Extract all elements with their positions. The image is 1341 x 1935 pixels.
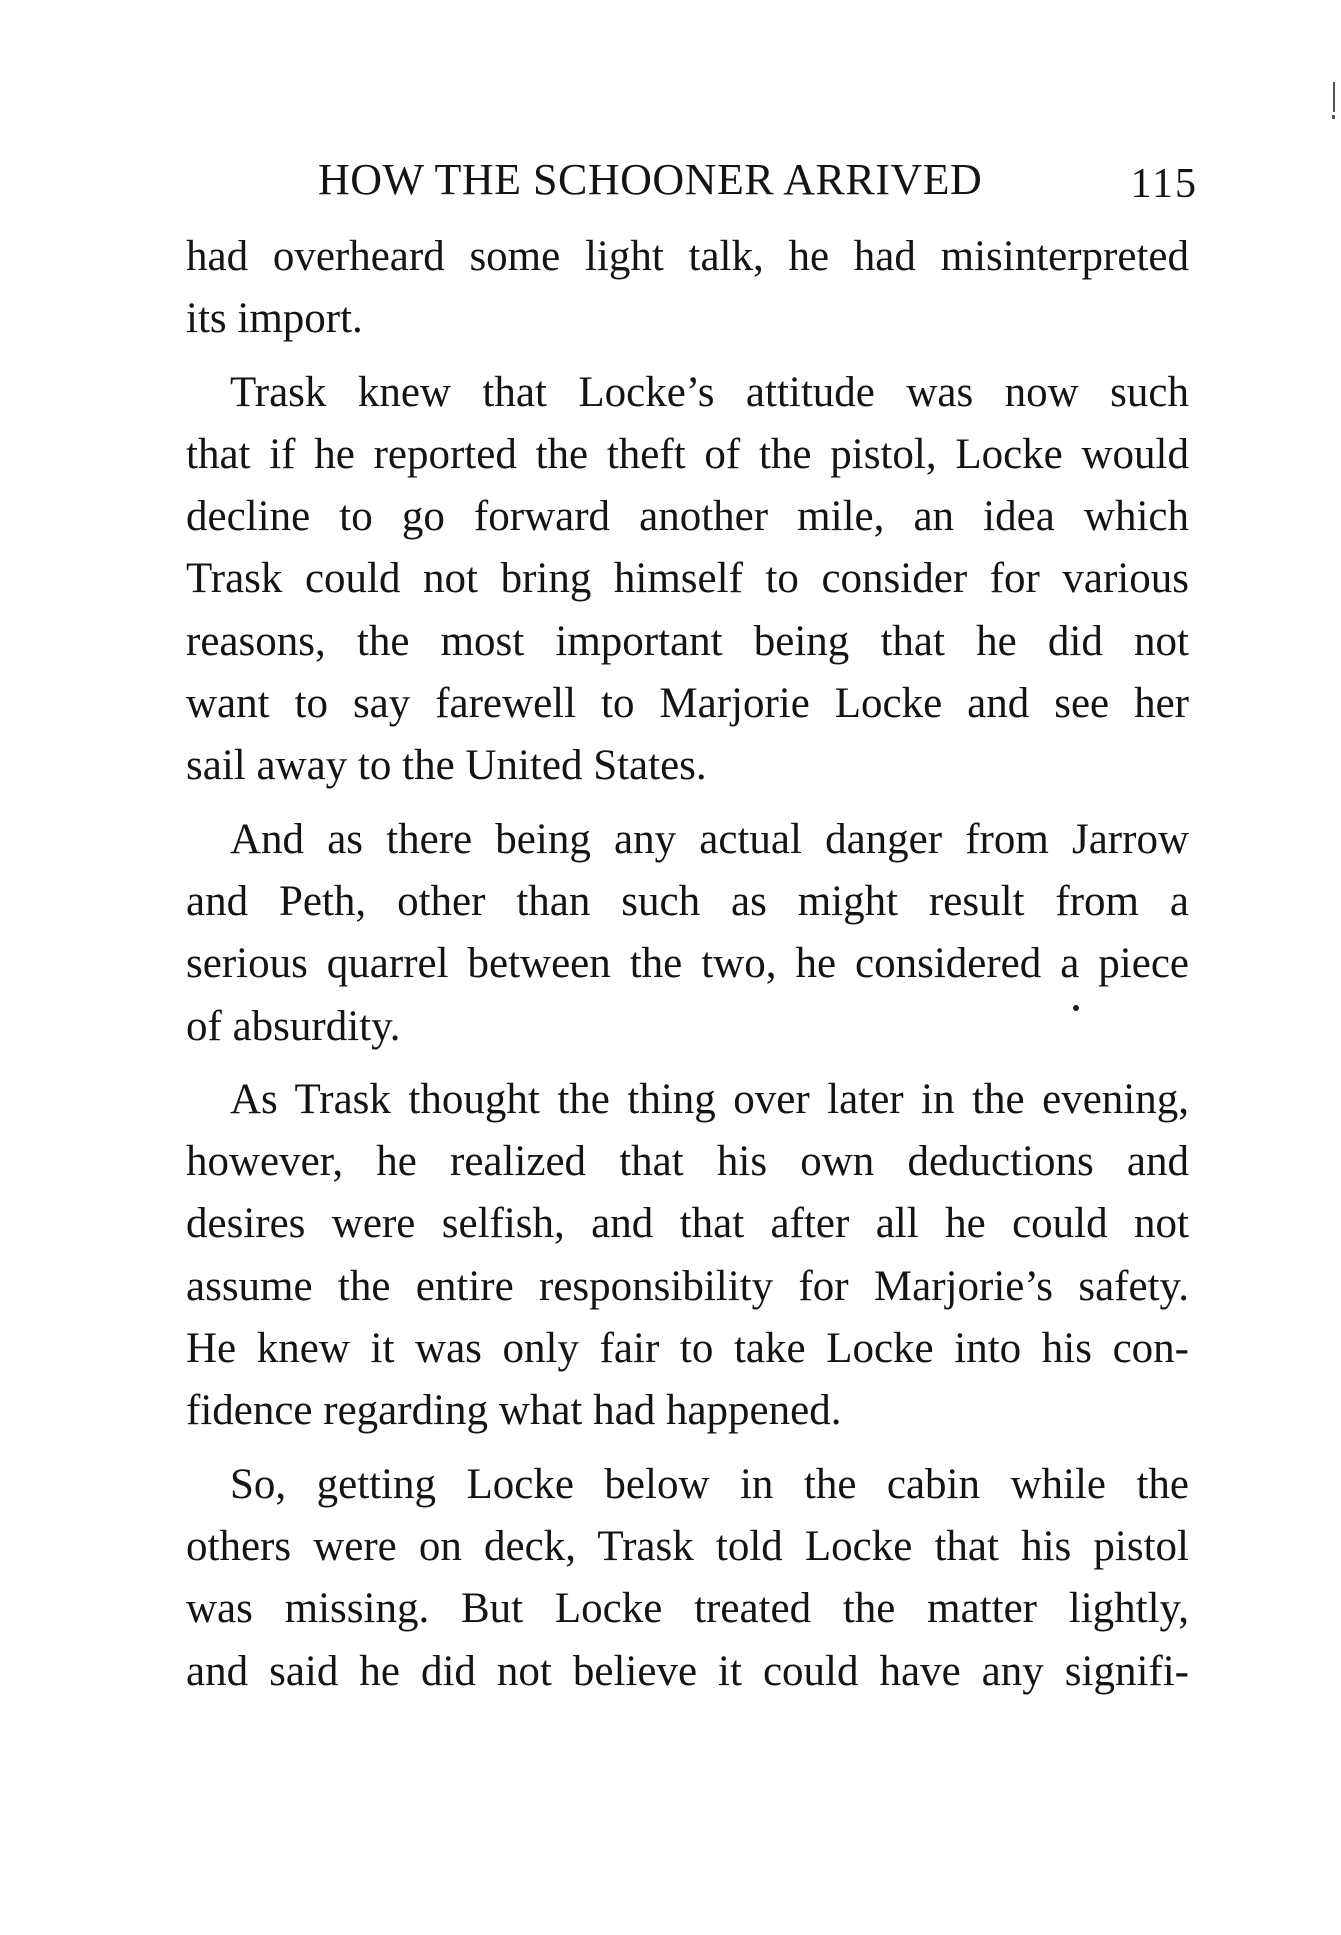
text-line: however, he realized that his own deductions and	[186, 1138, 1189, 1186]
body-text	[186, 226, 1189, 1714]
text-line: and said he did not believe it could have any signifi-	[186, 1647, 1189, 1695]
text-line: serious quarrel between the two, he considered a piece	[186, 940, 1189, 988]
text-line: desires were selfish, and that after all he could not	[186, 1200, 1189, 1248]
text-line: decline to go forward another mile, an idea which	[186, 493, 1189, 541]
text-line: reasons, the most important being that he did not	[186, 617, 1189, 665]
text-line: had overheard some light talk, he had misinterpreted	[186, 233, 1189, 280]
paragraph-2	[186, 362, 1189, 798]
text-line: was missing. But Locke treated the matter lightly,	[186, 1585, 1189, 1633]
text-line: He knew it was only fair to take Locke into his con-	[186, 1325, 1189, 1373]
paragraph-4	[186, 1069, 1189, 1443]
text-line: As Trask thought the thing over later in the evening,	[230, 1075, 1189, 1123]
text-line: that if he reported the theft of the pistol, Locke would	[186, 430, 1189, 478]
paragraph-3	[186, 809, 1189, 1058]
text-line: of absurdity.	[186, 1002, 401, 1050]
paragraph-1	[186, 226, 1189, 351]
scan-edge-mark	[1333, 82, 1335, 112]
paragraph-5	[186, 1454, 1189, 1703]
scan-edge-mark	[1332, 115, 1335, 119]
text-line: its import.	[186, 295, 363, 343]
text-line: Trask could not bring himself to consider for various	[186, 555, 1189, 603]
text-line: fidence regarding what had happened.	[186, 1387, 842, 1435]
text-line: others were on deck, Trask told Locke that his pistol	[186, 1522, 1189, 1570]
scan-speck	[1073, 1005, 1079, 1011]
text-line: Trask knew that Locke’s attitude was now such	[230, 368, 1189, 416]
running-head	[318, 150, 1198, 210]
text-line: And as there being any actual danger from Jarrow	[230, 815, 1189, 863]
text-line: sail away to the United States.	[186, 742, 707, 790]
running-title: HOW THE SCHOONER ARRIVED	[318, 155, 983, 204]
text-line: assume the entire responsibility for Marjorie’s safety.	[186, 1262, 1189, 1310]
text-line: So, getting Locke below in the cabin while the	[230, 1460, 1189, 1508]
text-line: want to say farewell to Marjorie Locke and see her	[186, 680, 1189, 728]
text-line: and Peth, other than such as might result from a	[186, 877, 1189, 925]
page-number: 115	[1130, 161, 1198, 207]
